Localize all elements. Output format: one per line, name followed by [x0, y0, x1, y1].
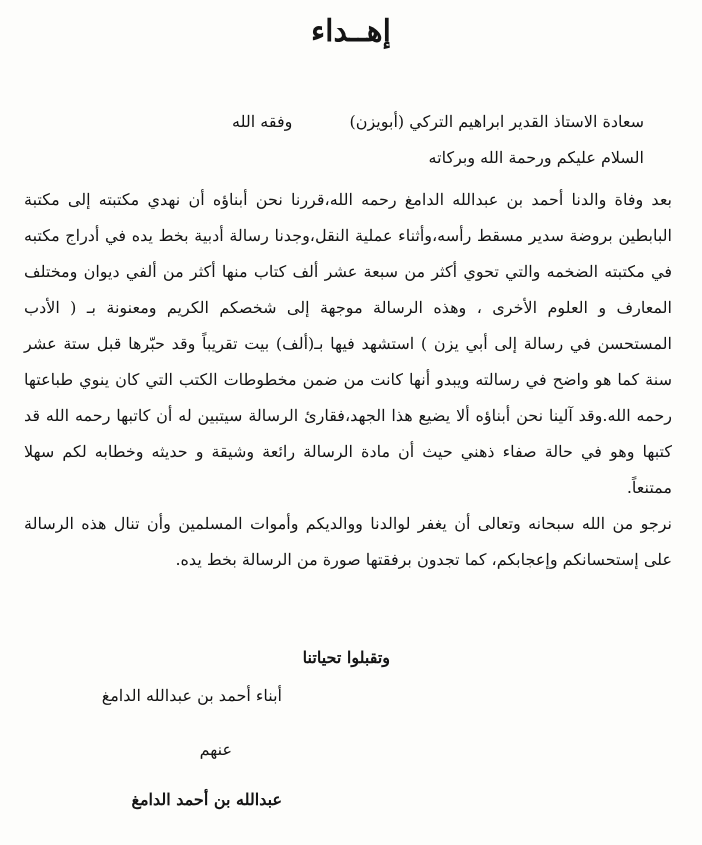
signature-line-2: عنهم — [199, 740, 232, 759]
signature-line-3: عبدالله بن أحمد الدامغ — [131, 790, 282, 809]
body-paragraph-1: بعد وفاة والدنا أحمد بن عبدالله الدامغ رحمه الله،قررنا نحن أبناؤه أن نهدي مكتبته إلى مكتبة البابطين بروضة سدير مسقط رأسه،وأثناء عملية النقل،وجدنا رسالة أدبية بخط يده في أدراج مكتبه في مكتبته الضخمه والتي تحوي أكثر من سبعة عشر ألف كتاب منها أكثر من ألفي ديوان ومختلف المعارف و العلوم الأخرى ، وهذه الرسالة موجهة إلى شخصكم الكريم ومعنونة بـ ( الأدب المستحسن في رسالة إلى أبي يزن ) استشهد فيها بـ(ألف) بيت تقريباً وقد حبّرها قبل ستة عشر سنة كما هو واضح في رسالته ويبدو أنها كانت من ضمن مخطوطات الكتب التي كان ينوي طباعتها رحمه الله.وقد آلينا نحن أبناؤه ألا يضيع هذا الجهد،فقارئ الرسالة سيتبين له أن كاتبها رحمه الله قد كتبها وهو في حالة صفاء ذهني حيث أن مادة الرسالة رائعة وشيقة و حديثه وخطابه لكم سهلا ممتنعاً. — [24, 190, 672, 497]
blessing-text: وفقه الله — [232, 112, 293, 131]
signature-line-1: أبناء أحمد بن عبدالله الدامغ — [101, 686, 282, 705]
closing-line: وتقبلوا تحياتنا — [302, 648, 390, 667]
body-paragraph-2: نرجو من الله سبحانه وتعالى أن يغفر لوالدنا ووالديكم وأموات المسلمين وأن تنال هذه الرسالة على إستحسانكم وإعجابكم، كما تجدون برفقتها صورة من الرسالة بخط يده. — [24, 514, 673, 569]
salutation-line: السلام عليكم ورحمة الله وبركاته — [428, 148, 644, 167]
addressee-line: سعادة الاستاذ القدير ابراهيم التركي (أبويزن) — [349, 112, 644, 131]
page-title: إهــداء — [311, 14, 391, 49]
